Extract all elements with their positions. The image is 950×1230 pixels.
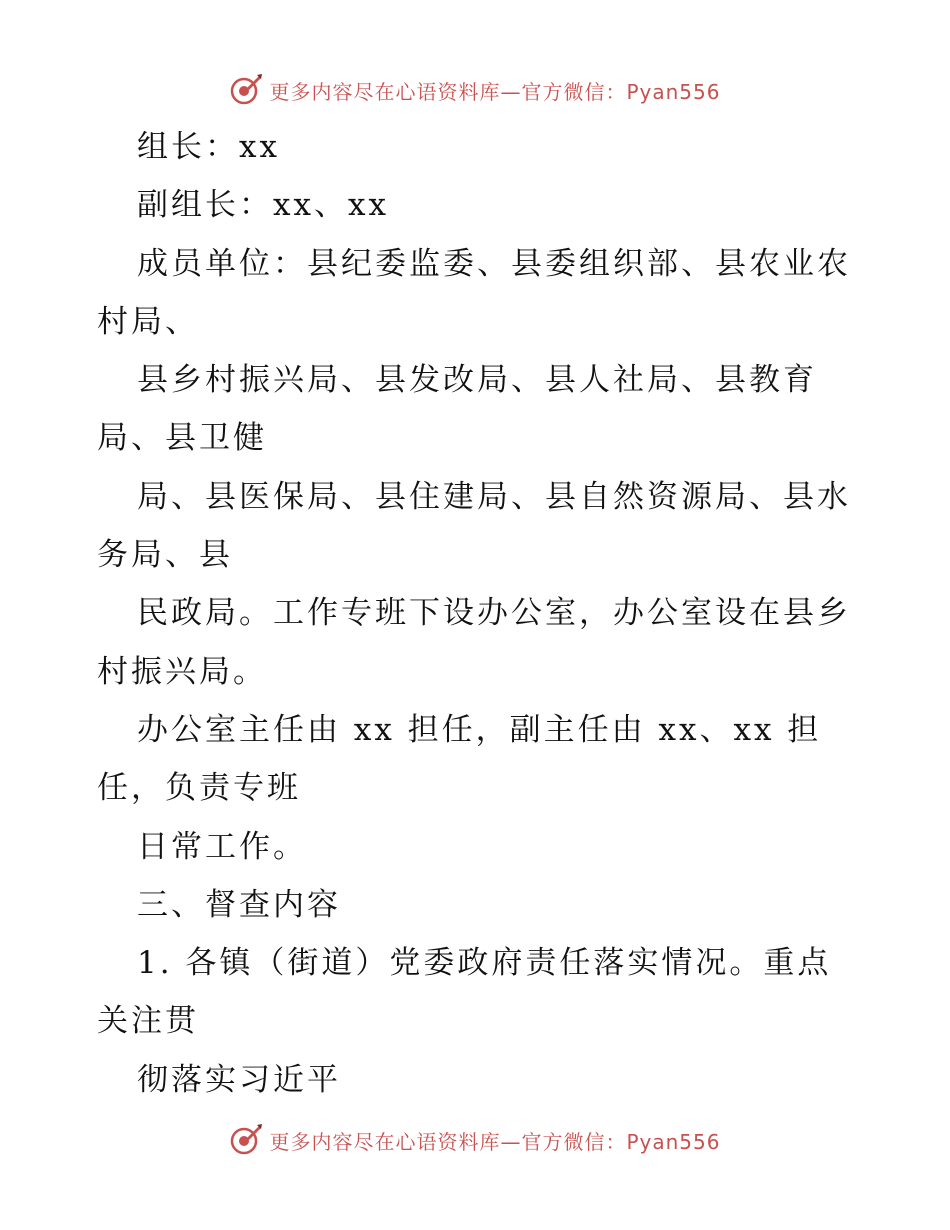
header-watermark (0, 70, 950, 110)
text-line: 局、县医保局、县住建局、县自然资源局、县水 (137, 478, 851, 515)
footer-watermark (0, 1120, 950, 1160)
watermark-logo-icon (229, 1123, 263, 1157)
text-line: 民政局。工作专班下设办公室，办公室设在县乡 (137, 595, 851, 632)
document-body (97, 118, 857, 1109)
text-line: 县乡村振兴局、县发改局、县人社局、县教育 (137, 362, 817, 399)
text-line: 日常工作。 (137, 828, 307, 865)
text-line: 1. 各镇（街道）党委政府责任落实情况。重点 (137, 945, 832, 982)
text-line: 副组长：xx、xx (137, 187, 389, 224)
text-line: 三、督查内容 (137, 886, 341, 923)
text-line: 关注贯 (97, 1003, 199, 1040)
text-line: 组长：xx (137, 129, 280, 165)
text-line: 村振兴局。 (97, 653, 267, 690)
text-line: 彻落实习近平 (137, 1061, 341, 1098)
text-line: 务局、县 (97, 537, 233, 574)
watermark-text: 更多内容尽在心语资料库—官方微信：Pyan556 (269, 79, 721, 104)
text-line: 村局、 (97, 303, 199, 340)
text-line: 任，负责专班 (97, 770, 301, 807)
text-line: 成员单位：县纪委监委、县委组织部、县农业农 (137, 245, 851, 282)
watermark-logo-icon (229, 73, 263, 107)
watermark-text: 更多内容尽在心语资料库—官方微信：Pyan556 (269, 1129, 721, 1154)
text-line: 局、县卫健 (97, 420, 267, 457)
text-line: 办公室主任由 xx 担任，副主任由 xx、xx 担 (137, 711, 822, 748)
